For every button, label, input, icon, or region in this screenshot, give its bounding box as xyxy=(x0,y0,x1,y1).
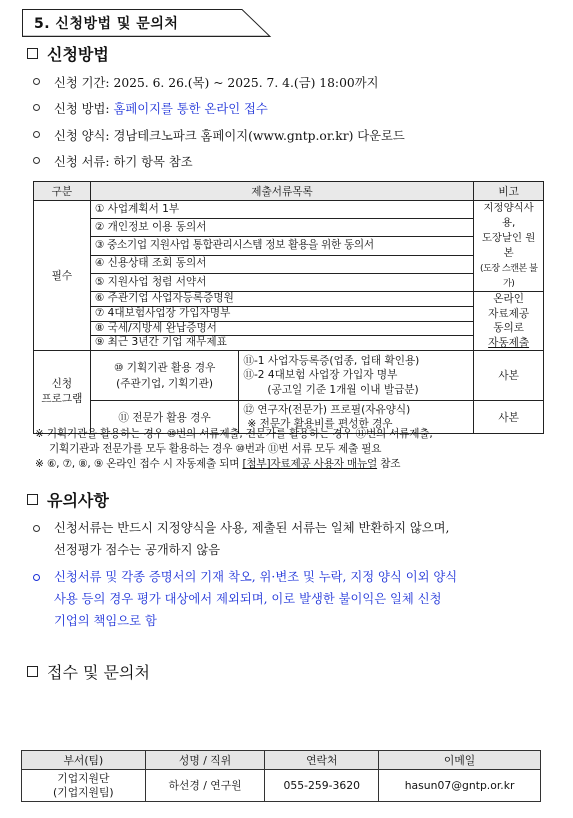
caution-heading xyxy=(27,488,109,511)
doc-line: (공고일 기준 1개월 이내 발급분) xyxy=(267,383,419,396)
note-line: 자동제출 xyxy=(488,336,530,349)
table-row: ⑤ 지원사업 청렴 서약서 xyxy=(90,273,473,291)
circle-bullet-icon xyxy=(33,78,40,85)
manual-reference: [첨부]자료제공 사용자 매뉴얼 xyxy=(242,458,378,470)
program-case-planning xyxy=(90,351,239,401)
square-bullet-icon xyxy=(27,666,38,677)
doc-line: ⑪-1 사업자등록증(업종, 업태 확인용) xyxy=(243,354,420,367)
note-text: ※ ⑥, ⑦, ⑧, ⑨ 온라인 접수 시 자동제출 되며 xyxy=(35,458,243,470)
doc-line: ⑫ 연구자(전문가) 프로필(자유양식) xyxy=(243,403,411,416)
dept-line: 기업지원단 xyxy=(57,771,110,785)
contact-name: 하선경 / 연구원 xyxy=(145,770,265,802)
table-notes xyxy=(35,427,555,472)
note-text: 참조 xyxy=(377,458,401,470)
required-note-original xyxy=(474,201,544,292)
section-title: 5. 신청방법 및 문의처 xyxy=(34,16,179,32)
program-note-expert: 사본 xyxy=(474,401,544,434)
documents-table xyxy=(33,181,544,434)
apply-docs-value: 하기 항목 참조 xyxy=(113,155,193,169)
note-line: 자료제공 xyxy=(488,307,530,320)
apply-method-label: 신청 방법: xyxy=(54,102,110,116)
table-row: ⑥ 주관기업 사업자등록증명원 xyxy=(90,292,473,307)
square-bullet-icon xyxy=(27,494,38,505)
program-label-line: 신청 xyxy=(51,378,73,390)
dept-line: (기업지원팀) xyxy=(53,785,114,799)
caution-text: 사용 등의 경우 평가 대상에서 제외되며, 이로 발생한 불이익은 일체 신청 xyxy=(54,592,442,606)
program-label-line: 프로그램 xyxy=(41,393,83,405)
apply-docs xyxy=(33,152,193,170)
contact-email: hasun07@gntp.or.kr xyxy=(379,770,541,802)
apply-form-label: 신청 양식: xyxy=(54,129,110,143)
case-line: (주관기업, 기획기관) xyxy=(116,377,214,390)
contact-header-row xyxy=(22,751,541,770)
col-header-note: 비고 xyxy=(474,182,544,201)
caution-text: 선정평가 점수는 공개하지 않음 xyxy=(54,543,221,557)
apply-period xyxy=(33,73,378,91)
caution-text: 신청서류 및 각종 증명서의 기재 착오, 위·변조 및 누락, 지정 양식 이외 양식 xyxy=(54,570,458,584)
contact-heading xyxy=(27,660,150,683)
col-header-name: 성명 / 직위 xyxy=(145,751,265,770)
apply-period-label: 신청 기간: xyxy=(54,76,110,90)
program-note-planning: 사본 xyxy=(474,351,544,401)
apply-form-value: 경남테크노파크 홈페이지(www.gntp.or.kr) 다운로드 xyxy=(113,129,405,143)
table-row: ⑧ 국세/지방세 완납증명서 xyxy=(90,321,473,336)
note-line: 기획기관과 전문가를 모두 활용하는 경우 ⑩번과 ⑪번 서류 모두 제출 필요 xyxy=(49,443,382,455)
square-bullet-icon xyxy=(27,48,38,59)
table-row: ① 사업계획서 1부 xyxy=(90,201,473,219)
doc-line: ※ 전문가 활용비를 편성한 경우 xyxy=(247,418,393,430)
caution-text: 기업의 책임으로 함 xyxy=(54,614,157,628)
table-row: ② 개인정보 이용 동의서 xyxy=(90,219,473,237)
note-line: (도장 스캔본 불가) xyxy=(479,263,538,289)
required-note-online xyxy=(474,292,544,351)
contact-table xyxy=(21,750,541,802)
caution-heading-text: 유의사항 xyxy=(47,491,109,510)
apply-form xyxy=(33,126,405,144)
required-label: 필수 xyxy=(34,201,91,351)
contact-phone: 055-259-3620 xyxy=(265,770,379,802)
note-line: 도장날인 원본 xyxy=(481,232,536,259)
apply-heading-text: 신청방법 xyxy=(47,45,109,64)
col-header-phone: 연락처 xyxy=(265,751,379,770)
apply-period-value: 2025. 6. 26.(목) ~ 2025. 7. 4.(금) 18:00까지 xyxy=(113,76,379,90)
caution-text: 신청서류는 반드시 지정양식을 사용, 제출된 서류는 일체 반환하지 않으며, xyxy=(54,521,450,535)
contact-dept xyxy=(22,770,146,802)
circle-bullet-icon xyxy=(33,157,40,164)
case-line: ⑩ 기획기관 활용 경우 xyxy=(113,361,216,374)
note-line: 온라인 xyxy=(493,293,524,305)
col-header-dept: 부서(팀) xyxy=(22,751,146,770)
note-line: ※ 기획기관을 활용하는 경우 ⑩번의 서류제출, 전문가를 활용하는 경우 ⑪번의 서류제출, xyxy=(35,428,433,440)
caution-paragraph-2 xyxy=(33,566,568,632)
col-header-category: 구분 xyxy=(34,182,91,201)
section-header xyxy=(22,9,264,35)
table-row: ⑨ 최근 3년간 기업 재무제표 xyxy=(90,336,473,351)
table-row: ④ 신용상태 조회 동의서 xyxy=(90,255,473,273)
note-line xyxy=(35,457,555,472)
apply-method xyxy=(33,99,268,117)
apply-docs-label: 신청 서류: xyxy=(54,155,110,169)
caution-line xyxy=(33,566,568,588)
caution-paragraph-1 xyxy=(33,517,563,561)
col-header-email: 이메일 xyxy=(379,751,541,770)
apply-method-value: 홈페이지를 통한 온라인 접수 xyxy=(113,102,268,116)
program-docs-planning xyxy=(239,351,474,401)
doc-line: ⑪-2 4대보험 사업장 가입자 명부 xyxy=(243,369,398,382)
contact-heading-text: 접수 및 문의처 xyxy=(47,663,150,682)
circle-bullet-icon xyxy=(33,525,40,532)
circle-bullet-icon xyxy=(33,104,40,111)
table-row xyxy=(22,770,541,802)
note-line: 지정양식사용, xyxy=(483,202,534,229)
program-label xyxy=(34,351,91,434)
circle-bullet-icon xyxy=(33,131,40,138)
col-header-docs: 제출서류목록 xyxy=(90,182,473,201)
table-row: ③ 중소기업 지원사업 통합관리시스템 정보 활용을 위한 동의서 xyxy=(90,237,473,255)
table-header-row xyxy=(34,182,544,201)
circle-bullet-icon xyxy=(33,574,40,581)
caution-line xyxy=(33,517,563,539)
note-line: 동의로 xyxy=(493,322,524,334)
program-case-expert: ⑪ 전문가 활용 경우 xyxy=(90,401,239,434)
table-row: ⑦ 4대보험사업장 가입자명부 xyxy=(90,306,473,321)
apply-heading xyxy=(27,42,109,65)
